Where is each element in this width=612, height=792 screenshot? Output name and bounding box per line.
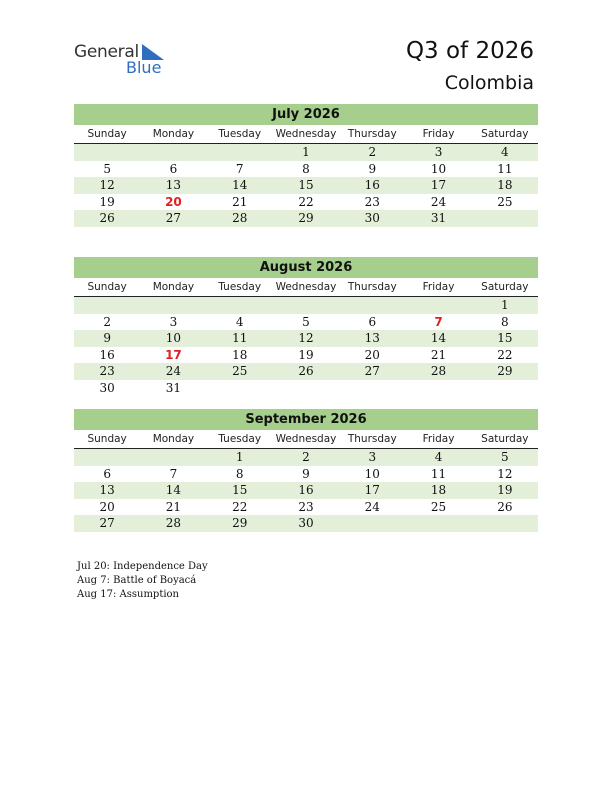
weekday-label: Sunday xyxy=(87,433,127,445)
day-cell: 6 xyxy=(103,466,111,481)
day-cell xyxy=(74,449,140,466)
day-cell: 18 xyxy=(430,483,447,497)
day-cell: 7 xyxy=(235,161,244,176)
day-cell: 11 xyxy=(232,331,248,345)
day-cell: 3 xyxy=(434,145,443,159)
weekday-header-row xyxy=(74,279,538,297)
day-cell: 29 xyxy=(298,211,314,225)
weekday-label: Tuesday xyxy=(218,433,262,445)
day-cell: 30 xyxy=(298,516,314,530)
weekday-label: Wednesday xyxy=(275,281,337,293)
day-cell xyxy=(339,380,405,397)
day-cell: 29 xyxy=(497,364,513,378)
day-cell: 10 xyxy=(364,466,380,481)
month-header: August 2026 xyxy=(74,257,538,278)
day-cell: 13 xyxy=(364,331,380,345)
day-cell: 7 xyxy=(169,466,178,481)
day-cell: 24 xyxy=(165,364,182,378)
weekday-label: Thursday xyxy=(347,433,397,445)
day-cell: 14 xyxy=(232,178,248,192)
day-cell: 23 xyxy=(99,364,115,378)
month-calendar-august xyxy=(74,257,538,396)
day-cell: 2 xyxy=(302,450,310,464)
day-cell: 1 xyxy=(235,450,244,464)
week-row xyxy=(74,194,538,211)
day-cell: 19 xyxy=(497,483,513,497)
day-cell xyxy=(207,297,273,314)
day-cell: 26 xyxy=(497,499,513,514)
day-cell: 25 xyxy=(232,364,248,378)
day-cell: 13 xyxy=(99,483,115,497)
week-row xyxy=(74,330,538,347)
day-cell: 20 xyxy=(364,347,380,362)
generalblue-logo xyxy=(74,42,174,78)
day-cell: 24 xyxy=(364,499,380,514)
day-cell xyxy=(339,515,405,532)
holiday-list xyxy=(77,560,208,602)
day-cell: 22 xyxy=(232,499,248,514)
weekday-header-row xyxy=(74,431,538,449)
holiday-note: Aug 17: Assumption xyxy=(77,589,180,600)
day-cell: 8 xyxy=(235,466,244,481)
day-cell xyxy=(207,380,273,397)
weekday-label: Monday xyxy=(152,281,195,293)
day-cell xyxy=(74,144,140,161)
day-cell xyxy=(140,144,206,161)
day-cell: 2 xyxy=(368,145,377,159)
weekday-label: Thursday xyxy=(347,281,397,293)
day-cell: 12 xyxy=(298,331,314,345)
weekday-label: Monday xyxy=(152,128,195,140)
day-cell: 28 xyxy=(430,364,447,378)
holiday-day-cell: 7 xyxy=(434,314,443,329)
day-cell: 5 xyxy=(302,314,310,329)
day-cell: 13 xyxy=(165,178,182,192)
week-row xyxy=(74,144,538,161)
week-row xyxy=(74,161,538,178)
day-cell: 22 xyxy=(497,347,513,362)
month-header: September 2026 xyxy=(74,409,538,430)
day-cell: 25 xyxy=(497,194,513,209)
day-cell: 19 xyxy=(298,347,314,362)
day-cell xyxy=(472,515,538,532)
day-cell: 21 xyxy=(232,194,248,209)
day-cell xyxy=(405,297,471,314)
day-cell xyxy=(405,380,471,397)
day-cell: 14 xyxy=(430,331,447,345)
weekday-label: Tuesday xyxy=(218,281,262,293)
day-cell: 1 xyxy=(302,145,310,159)
day-cell xyxy=(472,210,538,227)
day-cell: 16 xyxy=(364,178,380,192)
day-cell: 4 xyxy=(501,145,509,159)
country-name: Colombia xyxy=(444,72,534,94)
weekday-label: Saturday xyxy=(481,281,529,293)
day-cell: 23 xyxy=(364,194,380,209)
week-row xyxy=(74,347,538,364)
day-cell: 30 xyxy=(99,380,115,395)
day-cell: 31 xyxy=(165,380,182,395)
day-cell: 25 xyxy=(430,499,447,514)
day-cell: 5 xyxy=(501,450,509,464)
day-cell: 4 xyxy=(235,314,244,329)
holiday-note: Aug 7: Battle of Boyacá xyxy=(77,575,197,586)
day-cell: 3 xyxy=(368,450,377,464)
day-cell: 15 xyxy=(298,178,314,192)
day-cell: 30 xyxy=(364,211,380,225)
page-title: Q3 of 2026 xyxy=(405,38,534,64)
day-cell: 24 xyxy=(430,194,447,209)
week-row xyxy=(74,363,538,380)
logo-word-general: General xyxy=(74,42,139,62)
day-cell: 9 xyxy=(368,161,377,176)
day-cell: 9 xyxy=(302,466,310,481)
weekday-label: Friday xyxy=(422,433,455,445)
day-cell: 10 xyxy=(165,331,182,345)
day-cell: 28 xyxy=(165,516,182,530)
day-cell: 3 xyxy=(169,314,178,329)
week-row xyxy=(74,314,538,331)
day-cell: 8 xyxy=(302,161,310,176)
day-cell: 18 xyxy=(232,347,248,362)
day-cell: 20 xyxy=(99,499,115,514)
day-cell: 14 xyxy=(165,483,182,497)
week-row xyxy=(74,297,538,314)
month-calendar-september xyxy=(74,409,538,532)
day-cell: 11 xyxy=(497,161,513,176)
day-cell: 12 xyxy=(497,466,513,481)
day-cell: 5 xyxy=(103,161,111,176)
day-cell xyxy=(339,297,405,314)
day-cell: 26 xyxy=(99,211,115,225)
weekday-header-row xyxy=(74,126,538,144)
weekday-label: Saturday xyxy=(481,433,529,445)
week-row xyxy=(74,449,538,466)
day-cell: 18 xyxy=(497,178,513,192)
weekday-label: Thursday xyxy=(347,128,397,140)
day-cell: 6 xyxy=(169,161,178,176)
weekday-label: Tuesday xyxy=(218,128,262,140)
weekday-label: Friday xyxy=(422,128,455,140)
holiday-day-cell: 20 xyxy=(165,194,182,209)
day-cell xyxy=(140,449,206,466)
day-cell: 16 xyxy=(99,347,115,362)
day-cell: 4 xyxy=(434,450,443,464)
weekday-label: Monday xyxy=(152,433,195,445)
month-calendar-july xyxy=(74,104,538,227)
day-cell: 9 xyxy=(103,331,111,345)
day-cell: 10 xyxy=(430,161,447,176)
holiday-day-cell: 17 xyxy=(165,347,182,362)
day-cell: 31 xyxy=(430,211,447,225)
day-cell: 6 xyxy=(368,314,377,329)
day-cell: 15 xyxy=(232,483,248,497)
week-row xyxy=(74,499,538,516)
day-cell: 12 xyxy=(99,178,115,192)
day-cell: 23 xyxy=(298,499,314,514)
day-cell: 19 xyxy=(99,194,115,209)
day-cell: 17 xyxy=(430,178,447,192)
day-cell: 21 xyxy=(165,499,182,514)
day-cell xyxy=(74,297,140,314)
day-cell: 8 xyxy=(501,314,509,329)
day-cell: 27 xyxy=(165,211,182,225)
weekday-label: Saturday xyxy=(481,128,529,140)
week-row xyxy=(74,515,538,532)
day-cell xyxy=(405,515,471,532)
day-cell: 28 xyxy=(232,211,248,225)
weekday-label: Friday xyxy=(422,281,455,293)
day-cell: 27 xyxy=(364,364,380,378)
day-cell: 27 xyxy=(99,516,115,530)
day-cell: 29 xyxy=(232,516,248,530)
week-row xyxy=(74,177,538,194)
day-cell xyxy=(273,297,339,314)
holiday-note: Jul 20: Independence Day xyxy=(77,561,208,572)
day-cell: 2 xyxy=(103,314,111,329)
day-cell: 1 xyxy=(501,298,509,312)
day-cell: 21 xyxy=(430,347,447,362)
week-row xyxy=(74,482,538,499)
logo-word-blue: Blue xyxy=(126,58,162,77)
day-cell xyxy=(273,380,339,397)
month-header: July 2026 xyxy=(74,104,538,125)
weekday-label: Wednesday xyxy=(275,128,337,140)
day-cell: 11 xyxy=(430,466,447,481)
day-cell: 17 xyxy=(364,483,380,497)
weekday-label: Wednesday xyxy=(275,433,337,445)
week-row xyxy=(74,466,538,483)
day-cell: 15 xyxy=(497,331,513,345)
day-cell: 16 xyxy=(298,483,314,497)
day-cell xyxy=(140,297,206,314)
day-cell xyxy=(472,380,538,397)
day-cell: 26 xyxy=(298,364,314,378)
day-cell xyxy=(207,144,273,161)
day-cell: 22 xyxy=(298,194,314,209)
weekday-label: Sunday xyxy=(87,128,127,140)
week-row xyxy=(74,210,538,227)
weekday-label: Sunday xyxy=(87,281,127,293)
week-row xyxy=(74,380,538,397)
